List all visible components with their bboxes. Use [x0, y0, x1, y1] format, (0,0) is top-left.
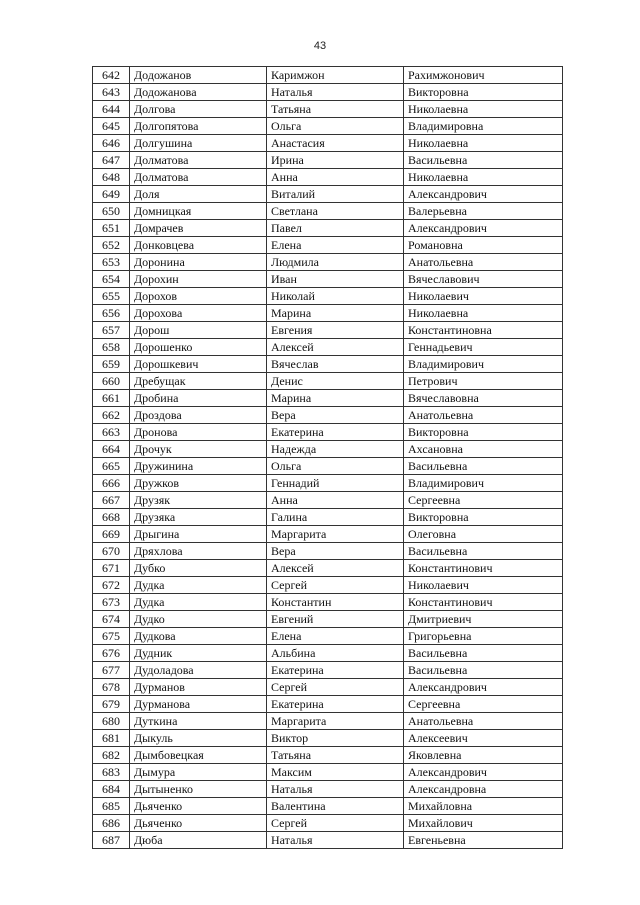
number-cell: 664 — [93, 441, 130, 458]
patronymic-cell: Анатольевна — [404, 254, 563, 271]
patronymic-cell: Константинович — [404, 560, 563, 577]
table-row — [93, 322, 563, 339]
last-name-cell: Доронина — [130, 254, 267, 271]
number-cell: 687 — [93, 832, 130, 849]
table-row — [93, 339, 563, 356]
last-name-cell: Дудко — [130, 611, 267, 628]
table-row — [93, 764, 563, 781]
last-name-cell: Долгопятова — [130, 118, 267, 135]
first-name-cell: Екатерина — [267, 662, 404, 679]
table-row — [93, 645, 563, 662]
number-cell: 683 — [93, 764, 130, 781]
number-cell: 657 — [93, 322, 130, 339]
first-name-cell: Сергей — [267, 679, 404, 696]
patronymic-cell: Вячеславовна — [404, 390, 563, 407]
first-name-cell: Людмила — [267, 254, 404, 271]
number-cell: 649 — [93, 186, 130, 203]
patronymic-cell: Васильевна — [404, 645, 563, 662]
last-name-cell: Друзяка — [130, 509, 267, 526]
first-name-cell: Ольга — [267, 118, 404, 135]
last-name-cell: Дружинина — [130, 458, 267, 475]
number-cell: 661 — [93, 390, 130, 407]
first-name-cell: Алексей — [267, 560, 404, 577]
patronymic-cell: Анатольевна — [404, 713, 563, 730]
last-name-cell: Дронова — [130, 424, 267, 441]
names-table-body — [93, 67, 563, 849]
first-name-cell: Вячеслав — [267, 356, 404, 373]
number-cell: 644 — [93, 101, 130, 118]
number-cell: 653 — [93, 254, 130, 271]
first-name-cell: Анастасия — [267, 135, 404, 152]
patronymic-cell: Николаевна — [404, 305, 563, 322]
last-name-cell: Дряхлова — [130, 543, 267, 560]
first-name-cell: Маргарита — [267, 713, 404, 730]
table-row — [93, 118, 563, 135]
patronymic-cell: Александрович — [404, 679, 563, 696]
patronymic-cell: Викторовна — [404, 84, 563, 101]
first-name-cell: Денис — [267, 373, 404, 390]
last-name-cell: Дубко — [130, 560, 267, 577]
number-cell: 656 — [93, 305, 130, 322]
last-name-cell: Дудка — [130, 577, 267, 594]
patronymic-cell: Олеговна — [404, 526, 563, 543]
last-name-cell: Долгушина — [130, 135, 267, 152]
last-name-cell: Дроздова — [130, 407, 267, 424]
first-name-cell: Ольга — [267, 458, 404, 475]
number-cell: 655 — [93, 288, 130, 305]
first-name-cell: Максим — [267, 764, 404, 781]
table-row — [93, 407, 563, 424]
page-number: 43 — [313, 40, 327, 52]
first-name-cell: Константин — [267, 594, 404, 611]
last-name-cell: Домницкая — [130, 203, 267, 220]
first-name-cell: Елена — [267, 237, 404, 254]
first-name-cell: Геннадий — [267, 475, 404, 492]
patronymic-cell: Александрович — [404, 220, 563, 237]
first-name-cell: Виктор — [267, 730, 404, 747]
last-name-cell: Дорохова — [130, 305, 267, 322]
table-row — [93, 84, 563, 101]
table-row — [93, 611, 563, 628]
number-cell: 652 — [93, 237, 130, 254]
table-row — [93, 101, 563, 118]
number-cell: 648 — [93, 169, 130, 186]
first-name-cell: Марина — [267, 390, 404, 407]
first-name-cell: Вера — [267, 407, 404, 424]
number-cell: 677 — [93, 662, 130, 679]
patronymic-cell: Анатольевна — [404, 407, 563, 424]
last-name-cell: Дудоладова — [130, 662, 267, 679]
patronymic-cell: Вячеславович — [404, 271, 563, 288]
patronymic-cell: Петрович — [404, 373, 563, 390]
first-name-cell: Марина — [267, 305, 404, 322]
last-name-cell: Домрачев — [130, 220, 267, 237]
last-name-cell: Дудник — [130, 645, 267, 662]
number-cell: 667 — [93, 492, 130, 509]
last-name-cell: Дуткина — [130, 713, 267, 730]
table-row — [93, 237, 563, 254]
number-cell: 686 — [93, 815, 130, 832]
last-name-cell: Друзяк — [130, 492, 267, 509]
table-row — [93, 832, 563, 849]
number-cell: 679 — [93, 696, 130, 713]
first-name-cell: Сергей — [267, 815, 404, 832]
table-row — [93, 747, 563, 764]
table-row — [93, 526, 563, 543]
last-name-cell: Донковцева — [130, 237, 267, 254]
table-row — [93, 577, 563, 594]
patronymic-cell: Сергеевна — [404, 492, 563, 509]
last-name-cell: Долматова — [130, 152, 267, 169]
first-name-cell: Николай — [267, 288, 404, 305]
last-name-cell: Дружков — [130, 475, 267, 492]
table-row — [93, 798, 563, 815]
first-name-cell: Евгения — [267, 322, 404, 339]
number-cell: 645 — [93, 118, 130, 135]
patronymic-cell: Валерьевна — [404, 203, 563, 220]
patronymic-cell: Николаевна — [404, 135, 563, 152]
table-row — [93, 781, 563, 798]
last-name-cell: Дорошенко — [130, 339, 267, 356]
table-row — [93, 271, 563, 288]
last-name-cell: Дрочук — [130, 441, 267, 458]
patronymic-cell: Николаевич — [404, 288, 563, 305]
table-row — [93, 458, 563, 475]
patronymic-cell: Григорьевна — [404, 628, 563, 645]
number-cell: 676 — [93, 645, 130, 662]
patronymic-cell: Александрович — [404, 186, 563, 203]
last-name-cell: Дрыгина — [130, 526, 267, 543]
names-table — [92, 66, 563, 849]
first-name-cell: Каримжон — [267, 67, 404, 84]
table-row — [93, 152, 563, 169]
last-name-cell: Дымура — [130, 764, 267, 781]
number-cell: 647 — [93, 152, 130, 169]
table-row — [93, 305, 563, 322]
number-cell: 678 — [93, 679, 130, 696]
patronymic-cell: Васильевна — [404, 662, 563, 679]
number-cell: 658 — [93, 339, 130, 356]
first-name-cell: Евгений — [267, 611, 404, 628]
number-cell: 675 — [93, 628, 130, 645]
number-cell: 681 — [93, 730, 130, 747]
table-row — [93, 441, 563, 458]
number-cell: 670 — [93, 543, 130, 560]
patronymic-cell: Михайловна — [404, 798, 563, 815]
last-name-cell: Дурманова — [130, 696, 267, 713]
number-cell: 654 — [93, 271, 130, 288]
number-cell: 673 — [93, 594, 130, 611]
patronymic-cell: Васильевна — [404, 543, 563, 560]
patronymic-cell: Владимировна — [404, 118, 563, 135]
number-cell: 684 — [93, 781, 130, 798]
last-name-cell: Дурманов — [130, 679, 267, 696]
last-name-cell: Додожанова — [130, 84, 267, 101]
number-cell: 672 — [93, 577, 130, 594]
number-cell: 663 — [93, 424, 130, 441]
table-row — [93, 390, 563, 407]
patronymic-cell: Васильевна — [404, 152, 563, 169]
first-name-cell: Сергей — [267, 577, 404, 594]
patronymic-cell: Викторовна — [404, 424, 563, 441]
last-name-cell: Дорохин — [130, 271, 267, 288]
table-row — [93, 135, 563, 152]
patronymic-cell: Алексеевич — [404, 730, 563, 747]
table-row — [93, 492, 563, 509]
patronymic-cell: Николаевна — [404, 169, 563, 186]
table-row — [93, 254, 563, 271]
number-cell: 685 — [93, 798, 130, 815]
first-name-cell: Татьяна — [267, 101, 404, 118]
table-row — [93, 679, 563, 696]
first-name-cell: Елена — [267, 628, 404, 645]
first-name-cell: Альбина — [267, 645, 404, 662]
number-cell: 643 — [93, 84, 130, 101]
patronymic-cell: Ахсановна — [404, 441, 563, 458]
table-row — [93, 373, 563, 390]
number-cell: 680 — [93, 713, 130, 730]
number-cell: 659 — [93, 356, 130, 373]
patronymic-cell: Рахимжонович — [404, 67, 563, 84]
first-name-cell: Анна — [267, 169, 404, 186]
first-name-cell: Екатерина — [267, 696, 404, 713]
first-name-cell: Наталья — [267, 781, 404, 798]
table-row — [93, 220, 563, 237]
patronymic-cell: Константинович — [404, 594, 563, 611]
table-row — [93, 560, 563, 577]
first-name-cell: Надежда — [267, 441, 404, 458]
first-name-cell: Анна — [267, 492, 404, 509]
number-cell: 666 — [93, 475, 130, 492]
table-row — [93, 543, 563, 560]
table-row — [93, 356, 563, 373]
last-name-cell: Дудка — [130, 594, 267, 611]
number-cell: 651 — [93, 220, 130, 237]
table-row — [93, 424, 563, 441]
patronymic-cell: Яковлевна — [404, 747, 563, 764]
table-row — [93, 713, 563, 730]
patronymic-cell: Александрович — [404, 764, 563, 781]
first-name-cell: Наталья — [267, 84, 404, 101]
patronymic-cell: Геннадьевич — [404, 339, 563, 356]
number-cell: 665 — [93, 458, 130, 475]
table-row — [93, 475, 563, 492]
table-row — [93, 509, 563, 526]
last-name-cell: Дорошкевич — [130, 356, 267, 373]
first-name-cell: Алексей — [267, 339, 404, 356]
first-name-cell: Екатерина — [267, 424, 404, 441]
first-name-cell: Галина — [267, 509, 404, 526]
patronymic-cell: Сергеевна — [404, 696, 563, 713]
last-name-cell: Долматова — [130, 169, 267, 186]
number-cell: 662 — [93, 407, 130, 424]
last-name-cell: Додожанов — [130, 67, 267, 84]
number-cell: 646 — [93, 135, 130, 152]
number-cell: 660 — [93, 373, 130, 390]
first-name-cell: Ирина — [267, 152, 404, 169]
table-row — [93, 288, 563, 305]
last-name-cell: Дымбовецкая — [130, 747, 267, 764]
first-name-cell: Павел — [267, 220, 404, 237]
patronymic-cell: Николаевна — [404, 101, 563, 118]
number-cell: 682 — [93, 747, 130, 764]
patronymic-cell: Михайлович — [404, 815, 563, 832]
first-name-cell: Валентина — [267, 798, 404, 815]
last-name-cell: Дорохов — [130, 288, 267, 305]
table-row — [93, 186, 563, 203]
number-cell: 668 — [93, 509, 130, 526]
last-name-cell: Дудкова — [130, 628, 267, 645]
patronymic-cell: Дмитриевич — [404, 611, 563, 628]
number-cell: 674 — [93, 611, 130, 628]
last-name-cell: Дорош — [130, 322, 267, 339]
table-row — [93, 730, 563, 747]
patronymic-cell: Евгеньевна — [404, 832, 563, 849]
table-row — [93, 628, 563, 645]
number-cell: 642 — [93, 67, 130, 84]
number-cell: 669 — [93, 526, 130, 543]
first-name-cell: Иван — [267, 271, 404, 288]
patronymic-cell: Владимирович — [404, 356, 563, 373]
table-row — [93, 815, 563, 832]
patronymic-cell: Александровна — [404, 781, 563, 798]
number-cell: 671 — [93, 560, 130, 577]
last-name-cell: Дыкуль — [130, 730, 267, 747]
table-row — [93, 594, 563, 611]
first-name-cell: Татьяна — [267, 747, 404, 764]
first-name-cell: Виталий — [267, 186, 404, 203]
first-name-cell: Наталья — [267, 832, 404, 849]
last-name-cell: Долгова — [130, 101, 267, 118]
first-name-cell: Маргарита — [267, 526, 404, 543]
patronymic-cell: Васильевна — [404, 458, 563, 475]
table-row — [93, 203, 563, 220]
table-row — [93, 169, 563, 186]
last-name-cell: Дытыненко — [130, 781, 267, 798]
patronymic-cell: Викторовна — [404, 509, 563, 526]
table-row — [93, 662, 563, 679]
table-row — [93, 696, 563, 713]
patronymic-cell: Романовна — [404, 237, 563, 254]
first-name-cell: Светлана — [267, 203, 404, 220]
last-name-cell: Дьяченко — [130, 798, 267, 815]
last-name-cell: Дробина — [130, 390, 267, 407]
first-name-cell: Вера — [267, 543, 404, 560]
patronymic-cell: Николаевич — [404, 577, 563, 594]
last-name-cell: Доля — [130, 186, 267, 203]
last-name-cell: Дьяченко — [130, 815, 267, 832]
last-name-cell: Дюба — [130, 832, 267, 849]
table-row — [93, 67, 563, 84]
patronymic-cell: Константиновна — [404, 322, 563, 339]
last-name-cell: Дребущак — [130, 373, 267, 390]
number-cell: 650 — [93, 203, 130, 220]
patronymic-cell: Владимирович — [404, 475, 563, 492]
